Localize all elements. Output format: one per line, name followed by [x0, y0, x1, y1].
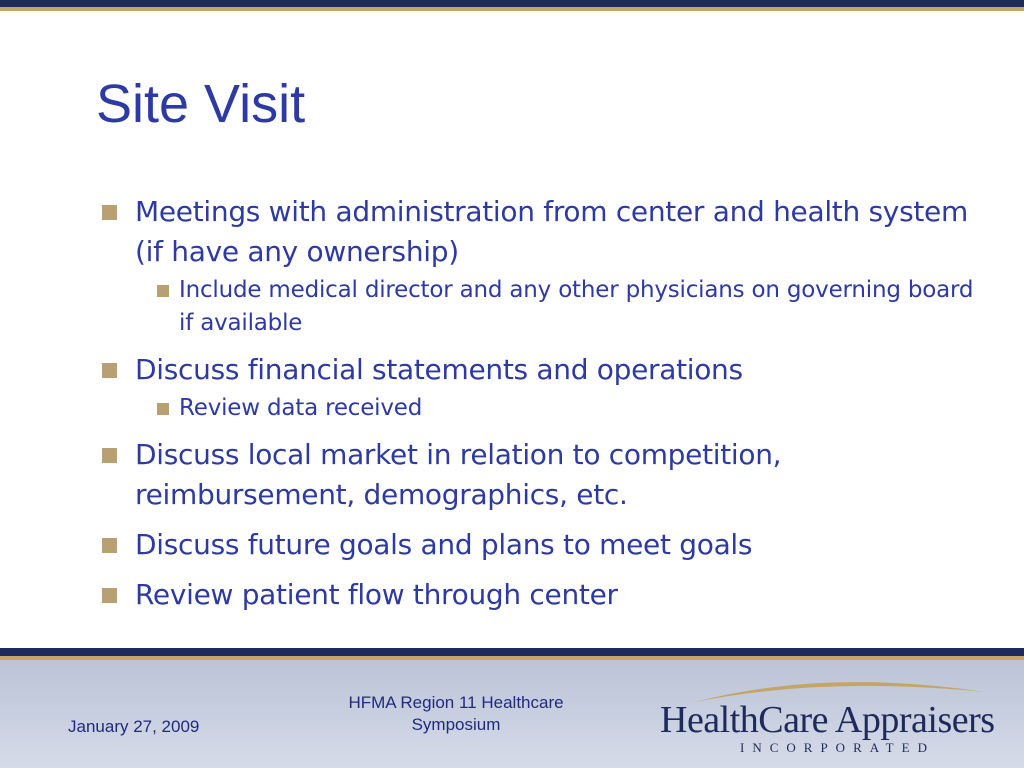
square-bullet-icon [157, 403, 169, 415]
sub-bullet-item [144, 274, 980, 340]
footer-border-navy [0, 648, 1024, 656]
bullet-item [100, 575, 980, 615]
bullet-item [100, 435, 980, 515]
sub-bullet-text: Review data received [179, 395, 423, 421]
bullet-item [100, 525, 980, 565]
bullet-list [100, 192, 980, 615]
footer-event-line-2: Symposium [411, 715, 501, 734]
bullet-text: Discuss local market in relation to competition, reimbursement, demographics, etc. [135, 438, 782, 511]
slide-title: Site Visit [96, 74, 306, 134]
square-bullet-icon [102, 588, 117, 603]
top-border-navy [0, 0, 1024, 7]
square-bullet-icon [102, 205, 117, 220]
sub-bullet-item [144, 392, 980, 425]
bullet-text: Discuss future goals and plans to meet goals [135, 528, 753, 561]
square-bullet-icon [102, 448, 117, 463]
square-bullet-icon [102, 538, 117, 553]
bullet-item [100, 192, 980, 272]
company-logo [655, 674, 1015, 764]
top-border-gold [0, 7, 1024, 11]
footer-event-line-1: HFMA Region 11 Healthcare [348, 693, 564, 712]
footer-event-title [300, 692, 612, 736]
logo-subtitle: INCORPORATED [740, 740, 935, 755]
bullet-item [100, 350, 980, 390]
sub-bullet-text: Include medical director and any other physicians on governing board if available [179, 277, 974, 336]
footer-date: January 27, 2009 [68, 717, 200, 736]
bullet-text: Meetings with administration from center and health system (if have any ownership) [135, 195, 968, 268]
square-bullet-icon [157, 285, 169, 297]
square-bullet-icon [102, 363, 117, 378]
bullet-text: Review patient flow through center [135, 578, 618, 611]
logo-wordmark: HealthCare Appraisers [660, 699, 995, 741]
bullet-text: Discuss financial statements and operations [135, 353, 743, 386]
